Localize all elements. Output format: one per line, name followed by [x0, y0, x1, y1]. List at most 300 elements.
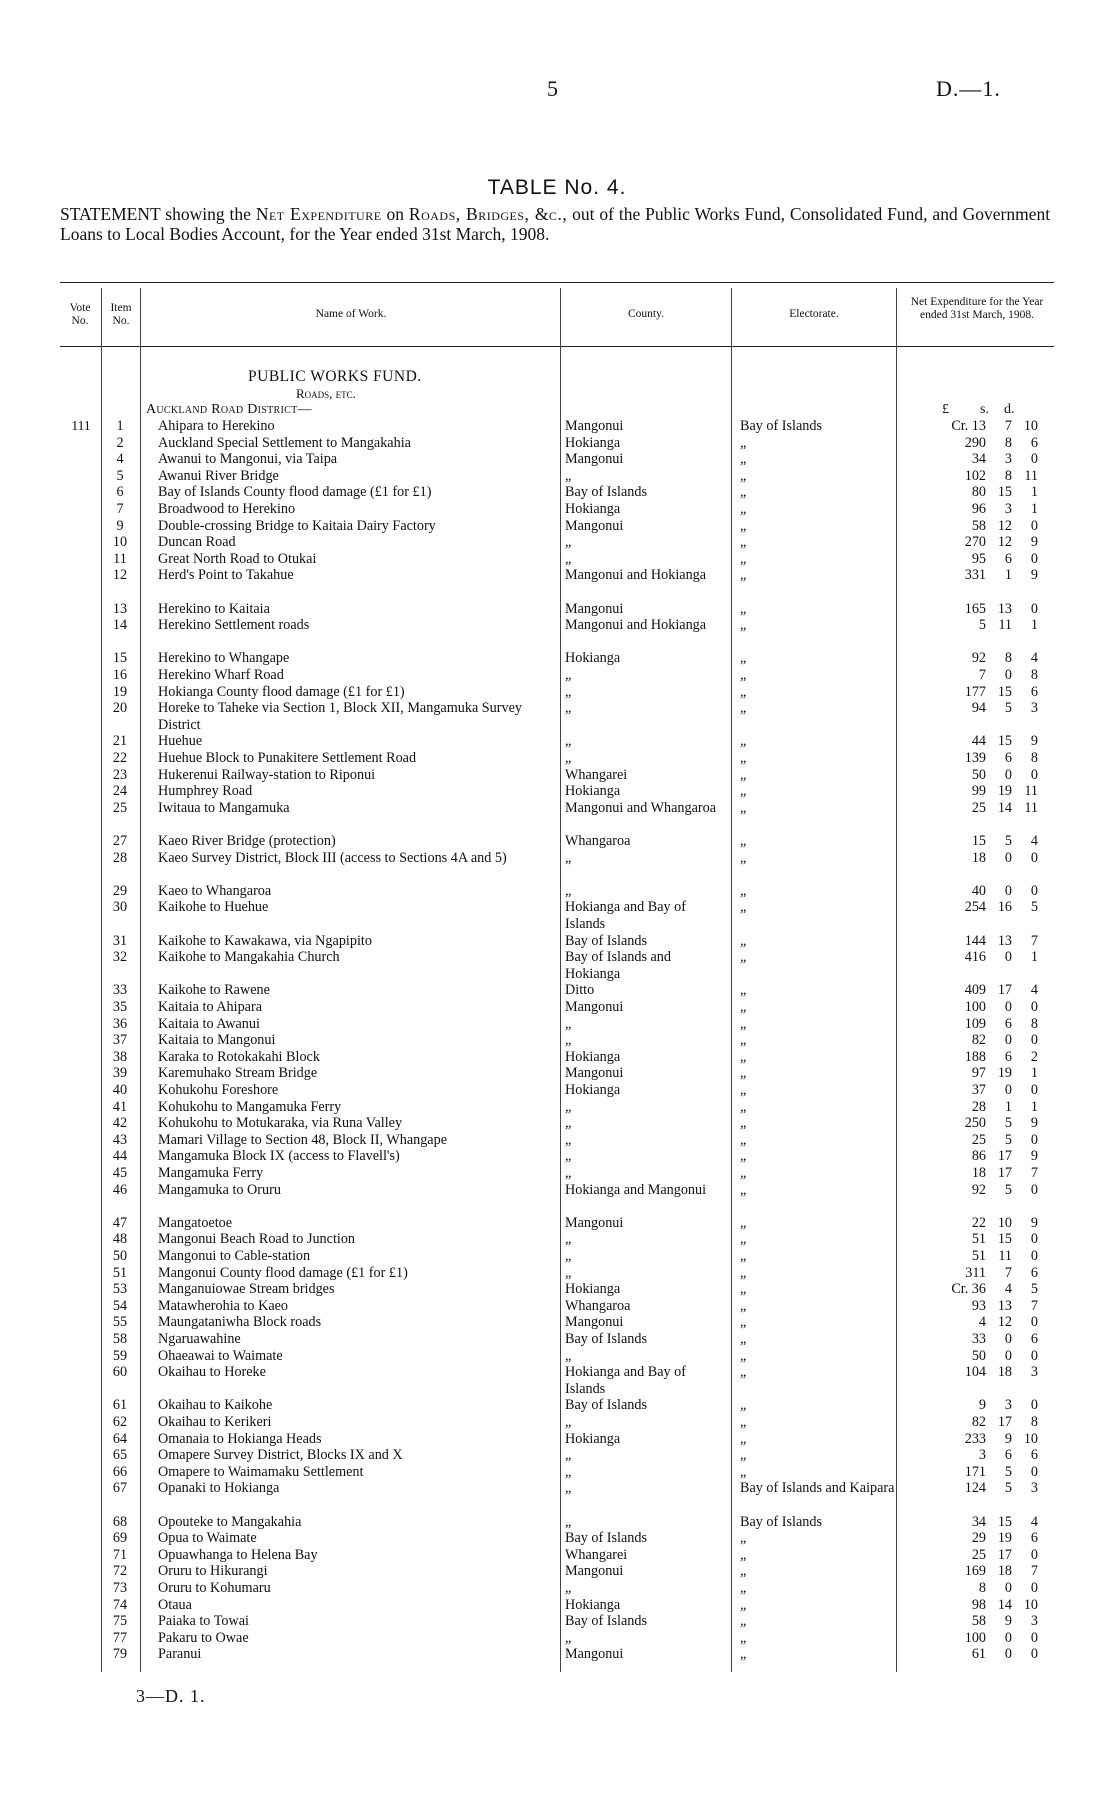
work-name: Hokianga County flood damage (£1 for £1) — [158, 683, 405, 700]
electorate-name: „ — [740, 833, 747, 849]
amount-pence: 5 — [1030, 899, 1038, 916]
item-number: 32 — [112, 949, 128, 966]
electorate-name: „ — [740, 484, 747, 501]
item-number: 4 — [116, 451, 124, 468]
amount-pence: 4 — [1030, 650, 1038, 667]
header-electorate: Electorate. — [789, 308, 839, 320]
header-name: Name of Work. — [315, 308, 387, 320]
amount-shillings: 5 — [1004, 1181, 1012, 1198]
work-name: Kohukohu to Motukaraka, via Runa Valley — [158, 1115, 403, 1132]
amount-shillings: 6 — [1004, 1447, 1012, 1464]
work-name: Kaeo Survey District, Block III (access to Sections 4A and 5) — [158, 849, 507, 866]
amount-shillings: 0 — [1004, 1646, 1012, 1663]
item-number: 25 — [112, 799, 128, 816]
item-number: 42 — [112, 1115, 128, 1132]
work-name: Kaitaia to Ahipara — [158, 999, 263, 1015]
amount-pence: 9 — [1030, 1214, 1038, 1231]
amount-pounds: 5 — [978, 617, 986, 634]
amount-pence: 10 — [1023, 1596, 1038, 1613]
fund-heading: PUBLIC WORKS FUND. — [248, 368, 422, 385]
header-item: Item No. — [110, 302, 132, 327]
statement-text-2: on — [386, 204, 404, 224]
electorate-name: „ — [740, 1264, 747, 1281]
item-number: 73 — [112, 1580, 128, 1596]
work-name: Broadwood to Herekino — [158, 501, 296, 517]
electorate-name: „ — [740, 799, 747, 816]
column-divider — [140, 288, 141, 1672]
item-number: 77 — [112, 1629, 128, 1646]
amount-shillings: 16 — [997, 899, 1012, 916]
item-number: 62 — [112, 1414, 128, 1430]
amount-pence: 0 — [1030, 600, 1038, 617]
county-name: „ — [565, 1513, 572, 1530]
electorate-name: „ — [740, 1015, 747, 1032]
county-name: Mangonui — [565, 1314, 624, 1331]
amount-shillings: 12 — [997, 517, 1012, 534]
amount-pence: 6 — [1030, 1264, 1038, 1281]
amount-shillings: 6 — [1004, 1048, 1012, 1065]
amount-pence: 8 — [1030, 667, 1038, 683]
electorate-name: „ — [740, 1580, 747, 1596]
table-title: TABLE No. 4. — [487, 176, 627, 199]
amount-pounds: 51 — [971, 1231, 986, 1248]
item-number: 39 — [112, 1065, 128, 1082]
header-county: County. — [628, 308, 664, 320]
electorate-name: „ — [740, 1115, 747, 1132]
amount-shillings: 11 — [998, 617, 1012, 634]
amount-pounds: 34 — [971, 451, 986, 468]
amount-shillings: 7 — [1004, 1264, 1012, 1281]
amount-pence: 9 — [1030, 534, 1038, 551]
amount-pounds: 40 — [971, 882, 986, 899]
item-number: 16 — [112, 667, 128, 683]
amount-pence: 3 — [1030, 1364, 1038, 1381]
amount-shillings: 3 — [1004, 451, 1012, 468]
amount-shillings: 19 — [997, 783, 1012, 800]
item-number: 66 — [112, 1463, 128, 1480]
amount-pounds: 25 — [971, 1546, 986, 1563]
county-name: Mangonui and Whangaroa — [565, 799, 717, 816]
amount-shillings: 7 — [1004, 418, 1012, 434]
item-number: 14 — [112, 617, 128, 634]
work-name: Herekino to Kaitaia — [158, 600, 270, 617]
electorate-name: „ — [740, 1546, 747, 1563]
amount-pence: 0 — [1030, 517, 1038, 534]
amount-pence: 9 — [1030, 733, 1038, 750]
county-name: „ — [565, 1629, 572, 1646]
county-name: Mangonui — [565, 451, 624, 468]
amount-shillings: 19 — [997, 1065, 1012, 1082]
county-name: „ — [565, 1165, 572, 1181]
amount-shillings: 0 — [1004, 667, 1012, 683]
amount-pounds: 139 — [964, 750, 986, 766]
electorate-name: „ — [740, 1082, 747, 1098]
work-name: Iwitaua to Mangamuka — [158, 799, 290, 816]
amount-pounds: 7 — [978, 667, 986, 683]
table-top-rule — [60, 282, 1054, 283]
amount-shillings: 8 — [1004, 650, 1012, 667]
work-name: Otaua — [158, 1596, 192, 1613]
item-number: 68 — [112, 1513, 128, 1530]
amount-shillings: 13 — [997, 932, 1012, 949]
county-name: Hokianga and Bay of Islands — [565, 899, 686, 932]
county-name: Hokianga — [565, 1596, 621, 1613]
amount-pence: 3 — [1030, 1480, 1038, 1497]
electorate-name: „ — [740, 1098, 747, 1115]
work-name: Opouteke to Mangakahia — [158, 1513, 302, 1530]
amount-pounds: 104 — [964, 1364, 986, 1381]
county-name: „ — [565, 667, 572, 683]
amount-shillings: 9 — [1004, 1430, 1012, 1447]
amount-pence: 1 — [1030, 949, 1038, 966]
county-name: Mangonui — [565, 1563, 624, 1580]
amount-pounds: 98 — [971, 1596, 986, 1613]
amount-pounds: 25 — [971, 799, 986, 816]
county-name: „ — [565, 1480, 572, 1497]
amount-shillings: 5 — [1004, 1480, 1012, 1497]
amount-pounds: 188 — [964, 1048, 986, 1065]
amount-shillings: 6 — [1004, 550, 1012, 567]
electorate-name: „ — [740, 434, 747, 451]
amount-pence: 0 — [1030, 1032, 1038, 1049]
county-name: „ — [565, 1264, 572, 1281]
electorate-name: „ — [740, 683, 747, 700]
amount-pence: 9 — [1030, 1148, 1038, 1165]
work-name: Great North Road to Otukai — [158, 550, 317, 567]
county-name: Hokianga — [565, 501, 621, 517]
amount-shillings: 19 — [997, 1530, 1012, 1547]
county-name: Bay of Islands — [565, 1613, 647, 1630]
item-number: 53 — [112, 1281, 128, 1298]
electorate-name: „ — [740, 999, 747, 1015]
amount-pence: 0 — [1030, 882, 1038, 899]
amount-pounds: 22 — [971, 1214, 986, 1231]
county-name: „ — [565, 1032, 572, 1049]
electorate-name: Bay of Islands — [740, 1513, 822, 1530]
electorate-name: „ — [740, 451, 747, 468]
column-divider — [731, 288, 732, 1672]
item-number: 19 — [112, 683, 128, 700]
amount-pence: 10 — [1023, 1430, 1038, 1447]
amount-pence: 11 — [1024, 799, 1038, 816]
amount-pounds: 82 — [971, 1414, 986, 1430]
item-number: 37 — [112, 1032, 128, 1049]
amount-shillings: 5 — [1004, 1131, 1012, 1148]
work-name: Kaikohe to Rawene — [158, 982, 270, 999]
work-name: Kohukohu Foreshore — [158, 1082, 279, 1098]
amount-pounds: 86 — [971, 1148, 986, 1165]
work-name: Mangonui Beach Road to Junction — [158, 1231, 356, 1248]
county-name: Mangonui and Hokianga — [565, 567, 707, 584]
electorate-name: „ — [740, 550, 747, 567]
amount-shillings: 17 — [997, 1414, 1012, 1430]
work-name: Omapere to Waimamaku Settlement — [158, 1463, 364, 1480]
item-number: 20 — [112, 700, 128, 717]
amount-shillings: 0 — [1004, 1032, 1012, 1049]
electorate-name: „ — [740, 1281, 747, 1298]
county-name: „ — [565, 750, 572, 766]
electorate-name: „ — [740, 650, 747, 667]
electorate-name: „ — [740, 1131, 747, 1148]
amount-shillings: 15 — [997, 683, 1012, 700]
item-number: 21 — [112, 733, 128, 750]
county-name: Mangonui — [565, 1214, 624, 1231]
electorate-name: „ — [740, 982, 747, 999]
item-number: 33 — [112, 982, 128, 999]
work-name: Oruru to Hikurangi — [158, 1563, 268, 1580]
work-name: Mangonui to Cable-station — [158, 1248, 311, 1264]
electorate-name: „ — [740, 1347, 747, 1364]
amount-pence: 0 — [1030, 1546, 1038, 1563]
amount-shillings: 15 — [997, 484, 1012, 501]
electorate-name: „ — [740, 1613, 747, 1630]
item-number: 75 — [112, 1613, 128, 1630]
county-name: „ — [565, 1131, 572, 1148]
amount-pence: 8 — [1030, 750, 1038, 766]
amount-shillings: 0 — [1004, 766, 1012, 783]
item-number: 40 — [112, 1082, 128, 1098]
work-name: Mangonui County flood damage (£1 for £1) — [158, 1264, 408, 1281]
amount-shillings: 15 — [997, 1231, 1012, 1248]
item-number: 44 — [112, 1148, 128, 1165]
item-number: 23 — [112, 766, 128, 783]
electorate-name: „ — [740, 1563, 747, 1580]
amount-pounds: 95 — [971, 550, 986, 567]
amount-pence: 7 — [1030, 932, 1038, 949]
electorate-name: „ — [740, 1430, 747, 1447]
work-name: Mamari Village to Section 48, Block II, Whangape — [158, 1131, 447, 1148]
amount-shillings: 5 — [1004, 833, 1012, 849]
electorate-name: „ — [740, 1596, 747, 1613]
amount-pence: 0 — [1030, 550, 1038, 567]
amount-pounds: 92 — [971, 1181, 986, 1198]
item-number: 36 — [112, 1015, 128, 1032]
county-name: Hokianga and Bay of Islands — [565, 1364, 686, 1397]
work-name: Kaikohe to Mangakahia Church — [158, 949, 340, 966]
item-number: 43 — [112, 1131, 128, 1148]
amount-shillings: 17 — [997, 982, 1012, 999]
statement-sc-2: Roads, Bridges, &c., — [408, 204, 568, 224]
amount-pounds: 97 — [971, 1065, 986, 1082]
county-name: „ — [565, 534, 572, 551]
work-name: Kaikohe to Huehue — [158, 899, 269, 916]
electorate-name: „ — [740, 882, 747, 899]
amount-pence: 10 — [1023, 418, 1038, 434]
work-name: Kohukohu to Mangamuka Ferry — [158, 1098, 342, 1115]
amount-pounds: 37 — [971, 1082, 986, 1098]
county-name: „ — [565, 700, 572, 717]
electorate-name: Bay of Islands — [740, 418, 822, 434]
amount-shillings: 10 — [997, 1214, 1012, 1231]
county-name: Hokianga — [565, 1430, 621, 1447]
electorate-name: „ — [740, 750, 747, 766]
amount-pence: 1 — [1030, 617, 1038, 634]
work-name: Auckland Special Settlement to Mangakahia — [158, 434, 411, 451]
county-name: „ — [565, 1015, 572, 1032]
amount-shillings: 18 — [997, 1364, 1012, 1381]
work-name: Herekino Wharf Road — [158, 667, 284, 683]
amount-pence: 1 — [1030, 1065, 1038, 1082]
work-name: Huehue — [158, 733, 203, 750]
header-expenditure: Net Expenditure for the Year ended 31st March, 1908. — [910, 296, 1044, 321]
amount-shillings: 18 — [997, 1563, 1012, 1580]
item-number: 58 — [112, 1331, 128, 1347]
amount-pence: 7 — [1030, 1165, 1038, 1181]
work-name: Horeke to Taheke via Section 1, Block XII, Mangamuka Survey District — [158, 700, 522, 733]
amount-pence: 0 — [1030, 451, 1038, 468]
county-name: Hokianga — [565, 783, 621, 800]
county-name: Bay of Islands and Hokianga — [565, 949, 671, 982]
county-name: „ — [565, 1414, 572, 1430]
amount-pence: 7 — [1030, 1297, 1038, 1314]
statement-lead: STATEMENT — [60, 204, 161, 224]
amount-pence: 4 — [1030, 1513, 1038, 1530]
amount-shillings: 11 — [998, 1248, 1012, 1264]
electorate-name: „ — [740, 1065, 747, 1082]
county-name: Mangonui — [565, 1065, 624, 1082]
work-name: Kaitaia to Awanui — [158, 1015, 260, 1032]
amount-pounds: 144 — [964, 932, 986, 949]
county-name: Hokianga — [565, 1281, 621, 1298]
work-name: Kaeo to Whangaroa — [158, 882, 272, 899]
amount-pounds: 94 — [971, 700, 986, 717]
page-number: 5 — [547, 76, 558, 101]
electorate-name: „ — [740, 1463, 747, 1480]
amount-pounds: 100 — [964, 999, 986, 1015]
amount-pence: 4 — [1030, 833, 1038, 849]
amount-pence: 1 — [1030, 501, 1038, 517]
work-name: Mangamuka Ferry — [158, 1165, 264, 1181]
county-name: Bay of Islands — [565, 1530, 647, 1547]
amount-pounds: 9 — [978, 1397, 986, 1414]
county-name: Mangonui — [565, 600, 624, 617]
amount-shillings: 8 — [1004, 467, 1012, 484]
amount-shillings: 3 — [1004, 1397, 1012, 1414]
amount-shillings: 0 — [1004, 1331, 1012, 1347]
county-name: Whangarei — [565, 1546, 628, 1563]
statement-heading — [60, 204, 1050, 244]
electorate-name: „ — [740, 733, 747, 750]
amount-pounds: 58 — [971, 517, 986, 534]
item-number: 79 — [112, 1646, 128, 1663]
amount-pence: 9 — [1030, 567, 1038, 584]
county-name: Hokianga — [565, 1048, 621, 1065]
county-name: Bay of Islands — [565, 484, 647, 501]
electorate-name: „ — [740, 517, 747, 534]
amount-pence: 5 — [1030, 1281, 1038, 1298]
work-name: Ohaeawai to Waimate — [158, 1347, 283, 1364]
county-name: Mangonui — [565, 999, 624, 1015]
electorate-name: „ — [740, 1231, 747, 1248]
amount-shillings: 5 — [1004, 700, 1012, 717]
table-header-rule — [60, 346, 1054, 347]
amount-shillings: 0 — [1004, 1082, 1012, 1098]
amount-pounds: 254 — [964, 899, 986, 916]
amount-shillings: 12 — [997, 1314, 1012, 1331]
electorate-name: „ — [740, 617, 747, 634]
amount-pounds: 28 — [971, 1098, 986, 1115]
work-name: Kaikohe to Kawakawa, via Ngapipito — [158, 932, 372, 949]
amount-pounds: 409 — [964, 982, 986, 999]
work-name: Kaitaia to Mangonui — [158, 1032, 276, 1049]
amount-pounds: 8 — [978, 1580, 986, 1596]
amount-pounds: 100 — [964, 1629, 986, 1646]
amount-shillings: 9 — [1004, 1613, 1012, 1630]
county-name: Whangarei — [565, 766, 628, 783]
unit-pounds: £ — [942, 402, 949, 417]
electorate-name: „ — [740, 600, 747, 617]
county-name: „ — [565, 1580, 572, 1596]
statement-sc-1: Net Expenditure — [255, 204, 382, 224]
amount-pence: 0 — [1030, 1181, 1038, 1198]
amount-pence: 0 — [1030, 766, 1038, 783]
item-number: 55 — [112, 1314, 128, 1331]
electorate-name: „ — [740, 667, 747, 683]
work-name: Bay of Islands County flood damage (£1 for £1) — [158, 484, 432, 501]
amount-pence: 6 — [1030, 683, 1038, 700]
statement-text-1: showing the — [165, 204, 251, 224]
amount-pounds: 25 — [971, 1131, 986, 1148]
work-name: Awanui River Bridge — [158, 467, 279, 484]
electorate-name: „ — [740, 1181, 747, 1198]
work-name: Double-crossing Bridge to Kaitaia Dairy Factory — [158, 517, 436, 534]
electorate-name: „ — [740, 1331, 747, 1347]
county-name: „ — [565, 467, 572, 484]
amount-shillings: 15 — [997, 733, 1012, 750]
amount-pence: 0 — [1030, 1580, 1038, 1596]
work-name: Herekino Settlement roads — [158, 617, 310, 634]
amount-shillings: 1 — [1004, 567, 1012, 584]
electorate-name: „ — [740, 567, 747, 584]
electorate-name: „ — [740, 1530, 747, 1547]
amount-pounds: 58 — [971, 1613, 986, 1630]
amount-shillings: 0 — [1004, 999, 1012, 1015]
county-name: Hokianga — [565, 434, 621, 451]
amount-pounds: 33 — [971, 1331, 986, 1347]
subsection-heading: Roads, etc. — [296, 386, 356, 401]
item-number: 15 — [112, 650, 128, 667]
amount-pence: 6 — [1030, 1530, 1038, 1547]
amount-pence: 0 — [1030, 1629, 1038, 1646]
item-number: 46 — [112, 1181, 128, 1198]
amount-pounds: 165 — [964, 600, 986, 617]
amount-pounds: 4 — [978, 1314, 986, 1331]
item-number: 2 — [116, 434, 124, 451]
county-name: Hokianga — [565, 650, 621, 667]
electorate-name: „ — [740, 766, 747, 783]
amount-pounds: 233 — [964, 1430, 986, 1447]
work-name: Opanaki to Hokianga — [158, 1480, 280, 1497]
amount-shillings: 0 — [1004, 1629, 1012, 1646]
electorate-name: „ — [740, 1629, 747, 1646]
work-name: Kaeo River Bridge (protection) — [158, 833, 336, 849]
amount-pence: 0 — [1030, 1463, 1038, 1480]
work-name: Huehue Block to Punakitere Settlement Road — [158, 750, 417, 766]
work-name: Ngaruawahine — [158, 1331, 241, 1347]
amount-pounds: 416 — [964, 949, 986, 966]
county-name: Mangonui — [565, 1646, 624, 1663]
work-name: Maungataniwha Block roads — [158, 1314, 322, 1331]
amount-pounds: 82 — [971, 1032, 986, 1049]
county-name: „ — [565, 882, 572, 899]
work-name: Okaihau to Horeke — [158, 1364, 266, 1381]
amount-pounds: 93 — [971, 1297, 986, 1314]
electorate-name: „ — [740, 700, 747, 717]
electorate-name: „ — [740, 1214, 747, 1231]
amount-shillings: 1 — [1004, 1098, 1012, 1115]
amount-shillings: 14 — [997, 1596, 1012, 1613]
item-number: 11 — [113, 550, 127, 567]
